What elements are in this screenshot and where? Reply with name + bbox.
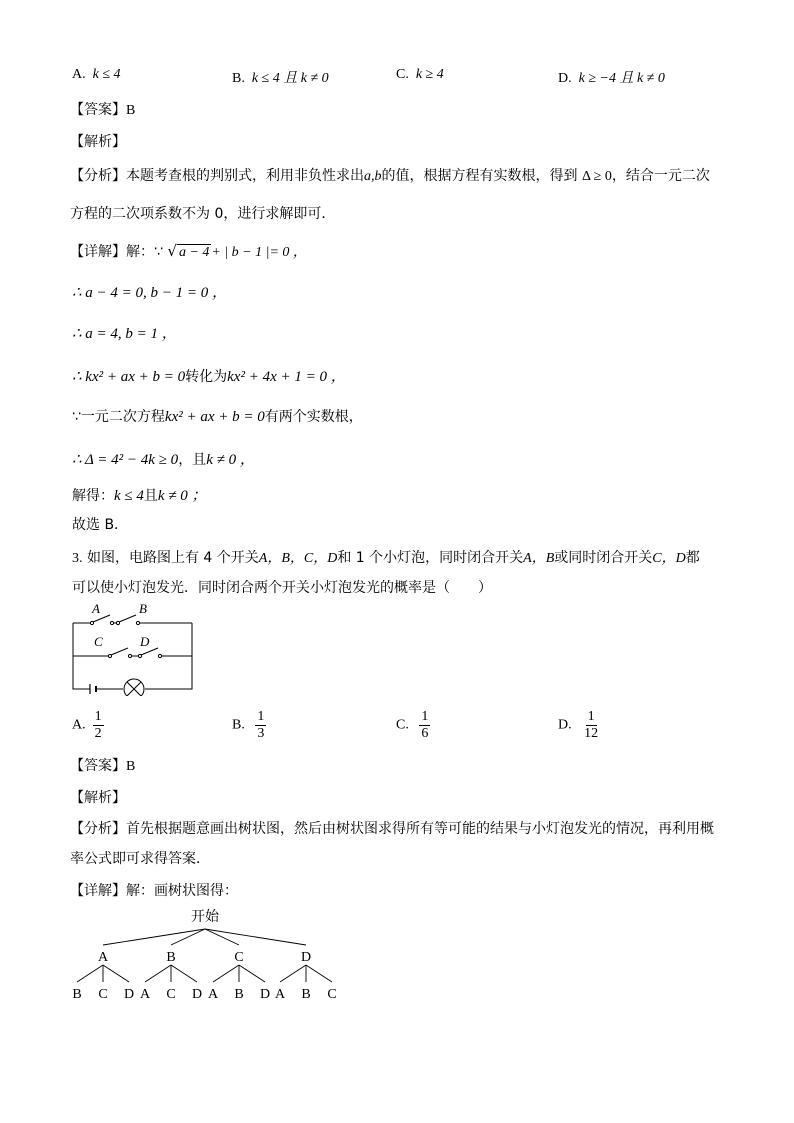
q2-fenxi-line1: 【分析】本题考查根的判别式，利用非负性求出a,b的值，根据方程有实数根，得到 Δ ≥ 0，结合一元二次	[70, 168, 710, 184]
tree-leaf-D-C: C	[327, 987, 337, 1002]
q3-detail: 【详解】解：画树状图得：	[70, 883, 238, 899]
tree-node-D: D	[300, 950, 312, 965]
tree-leaf-C-B: B	[234, 987, 244, 1002]
tree-leaf-B-D: D	[191, 987, 203, 1002]
q2-option-c: C. k ≥ 4	[396, 67, 444, 82]
q3-fenxi-line2: 率公式即可求得答案．	[70, 851, 210, 867]
q2-fenxi-line2: 方程的二次项系数不为 0，进行求解即可．	[70, 206, 336, 222]
switch-b-lever	[119, 615, 136, 622]
tree-edge-A-D	[103, 965, 129, 982]
q2-detail-line6: ∴ Δ = 4² − 4k ≥ 0，且k ≠ 0 ，	[72, 452, 255, 468]
tree-node-C: C	[234, 950, 244, 965]
tree-edge-root-D	[205, 929, 306, 945]
q3-option-b: B. $\frac{1}{3}$	[232, 709, 265, 741]
circuit-diagram	[70, 600, 200, 696]
q2-detail-line1: 【详解】解：∵ √ a − 4 + | b − 1 |= 0 ，	[70, 242, 307, 260]
q2-detail-line5: ∵一元二次方程kx² + ax + b = 0有两个实数根，	[72, 409, 363, 425]
switch-d-label: D	[140, 634, 150, 649]
q2-option-d: D. k ≥ −4 且 k ≠ 0	[558, 71, 665, 86]
q3-fenxi-line1: 【分析】首先根据题意画出树状图，然后由树状图求得所有等可能的结果与小灯泡发光的情况，再利用概	[70, 821, 714, 837]
tree-leaf-C-A: A	[207, 987, 219, 1002]
tree-edge-B-D	[171, 965, 197, 982]
q2-option-b: B. k ≤ 4 且 k ≠ 0	[232, 71, 329, 86]
q2-detail-line8: 故选 B．	[72, 517, 129, 533]
q2-detail-line2: ∴ a − 4 = 0, b − 1 = 0 ，	[72, 285, 228, 301]
q2-analysis-heading: 【解析】	[70, 134, 126, 150]
q2-detail-line4: ∴ kx² + ax + b = 0转化为kx² + 4x + 1 = 0 ，	[72, 369, 346, 385]
q3-stem-line2: 可以使小灯泡发光．同时闭合两个开关小灯泡发光的概率是（ ）	[72, 580, 492, 596]
q2-answer: 【答案】B	[70, 102, 136, 118]
bulb-icon	[124, 679, 144, 696]
tree-leaf-B-C: C	[166, 987, 176, 1002]
tree-edge-D-C	[306, 965, 332, 982]
q3-option-c: C. $\frac{1}{6}$	[396, 709, 429, 741]
tree-leaf-A-C: C	[98, 987, 108, 1002]
tree-leaf-B-A: A	[139, 987, 151, 1002]
q3-stem-line1: 3. 如图，电路图上有 4 个开关A，B，C，D和 1 个小灯泡，同时闭合开关A，B或同时闭合开关C，D都	[72, 550, 700, 566]
tree-leaf-C-D: D	[259, 987, 271, 1002]
switch-d-lever	[141, 648, 158, 655]
tree-root-label: 开始	[191, 910, 219, 925]
q3-option-d: D. $\frac{1}{12}$	[558, 709, 599, 741]
tree-leaf-D-B: B	[301, 987, 311, 1002]
switch-b-label: B	[139, 601, 147, 616]
q3-option-a: A. $\frac{1}{2}$	[72, 709, 102, 741]
switch-a-label: A	[92, 601, 100, 616]
tree-edge-root-A	[103, 929, 205, 945]
tree-edge-D-A	[280, 965, 306, 982]
switch-a-lever	[93, 615, 110, 622]
switch-c-lever	[111, 648, 128, 655]
q2-detail-line7: 解得：k ≤ 4且k ≠ 0 ；	[72, 488, 207, 504]
tree-leaf-D-A: A	[274, 987, 286, 1002]
q3-analysis-heading: 【解析】	[70, 790, 126, 806]
tree-diagram	[60, 905, 360, 1005]
tree-edge-B-A	[145, 965, 171, 982]
tree-edge-A-B	[77, 965, 103, 982]
tree-node-B: B	[166, 950, 176, 965]
switch-c-label: C	[94, 634, 103, 649]
tree-edge-C-A	[213, 965, 239, 982]
q3-answer: 【答案】B	[70, 758, 136, 774]
q2-option-a: A. k ≤ 4	[72, 67, 121, 82]
tree-node-A: A	[97, 950, 109, 965]
q2-detail-line3: ∴ a = 4, b = 1 ，	[72, 326, 177, 342]
tree-leaf-A-B: B	[72, 987, 82, 1002]
tree-edge-C-D	[239, 965, 265, 982]
tree-leaf-A-D: D	[123, 987, 135, 1002]
